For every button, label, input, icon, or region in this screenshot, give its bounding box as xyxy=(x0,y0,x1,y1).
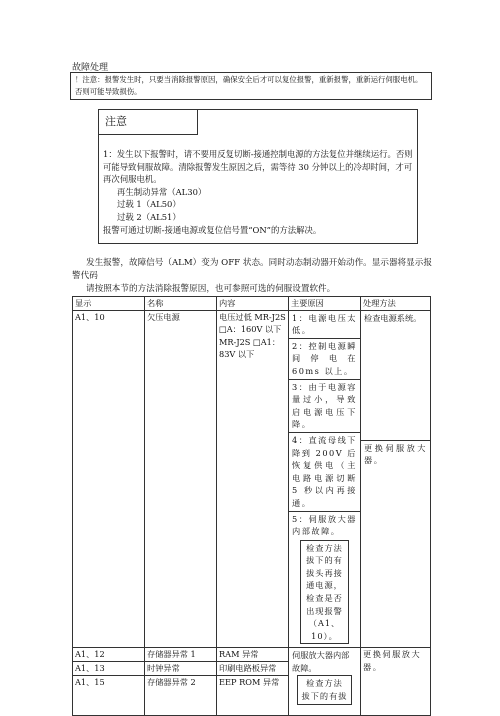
cause-cell xyxy=(289,310,361,648)
header-content: 内容 xyxy=(217,297,289,311)
content-cell: EEP ROM 异常 xyxy=(217,675,289,715)
notice-title: 注意 xyxy=(98,109,198,135)
warning-box xyxy=(70,72,432,100)
action-cell xyxy=(361,310,431,648)
section-title: 故障处理 xyxy=(72,63,109,73)
notice-item-al30: 再生制动异常（AL30） xyxy=(117,186,207,197)
notice-line-2: 报警可通过切断-接通电源或复位信号置“ON”的方法解决。 xyxy=(103,224,322,235)
group-check-method-box: 检查方法 拔下的有拔 xyxy=(297,675,352,704)
instruction-paragraph: 请按照本节的方法消除报警原因，也可参照可选的伺服设置软件。 xyxy=(86,284,336,294)
header-name: 名称 xyxy=(145,297,217,311)
name-cell: 存储器异常 1 xyxy=(145,648,217,662)
content-cell: 印刷电路板异常 xyxy=(217,662,289,676)
code-cell: A1、10 xyxy=(73,310,145,648)
content-cell: 电压过低 MR-J2S □A：160V 以下 MR-J2S □A1：83V 以下 xyxy=(217,310,289,648)
alarm-paragraph: 发生报警，故障信号（ALM）变为 OFF 状态。同时动态制动器开始动作。显示器将显示报警代码 xyxy=(72,258,432,281)
notice-item-al50: 过载 1（AL50） xyxy=(117,199,181,210)
header-cause: 主要原因 xyxy=(289,297,361,311)
content-cell: RAM 异常 xyxy=(217,648,289,662)
cause-item-5 xyxy=(289,512,360,648)
notice-item-al51: 过载 2（AL51） xyxy=(117,211,181,222)
cause-item: 4：直流母线下降到 200V 后恢复供电（主电路电源切断 5 秒以内再接通。 xyxy=(289,433,360,512)
name-cell: 存储器异常 2 xyxy=(145,675,217,715)
header-display: 显示 xyxy=(73,297,145,311)
table-row xyxy=(73,310,431,648)
action-replace-amp: 更换伺服放大器。 xyxy=(364,442,427,466)
warning-text: ！注意：报警发生时，只要当消除报警原因，确保安全后才可以复位报警，重新报警，重新运行伺服电机。否则可能导致损伤。 xyxy=(75,75,423,96)
cause-item-text: 5：伺服放大器内部故障。 xyxy=(292,513,357,537)
name-cell: 欠压电源 xyxy=(145,310,217,648)
action-check-power: 检查电源系统。 xyxy=(361,311,430,441)
code-cell: A1、13 xyxy=(73,662,145,676)
cause-item: 1：电源电压太低。 xyxy=(289,311,360,339)
notice-body xyxy=(103,148,415,236)
table-header-row xyxy=(73,297,431,311)
name-cell: 时钟异常 xyxy=(145,662,217,676)
group-cause-text: 伺服放大器内部故障。 xyxy=(292,650,350,674)
cause-item: 2：控制电源瞬间停电在 60ms 以上。 xyxy=(289,339,360,380)
code-cell: A1、12 xyxy=(73,648,145,662)
alarm-code-table xyxy=(72,296,431,716)
table-row xyxy=(73,648,431,662)
cause-item: 3：由于电源容量过小，导致启电源电压下降。 xyxy=(289,380,360,433)
header-action: 处理方法 xyxy=(361,297,431,311)
group-cause-cell xyxy=(289,648,361,715)
check-method-box: 检查方法 拔下的有拔头再接通电源，检查是否出现报警（A1、10）。 xyxy=(300,540,349,645)
notice-line-1: 1：发生以下报警时，请不要用反复切断-接通控制电源的方法复位并继续运行。否则可能导致伺服故障。清除报警发生原因之后，需等待 30 分钟以上的冷却时间，才可再次伺服电机。 xyxy=(103,149,413,185)
group-action-cell: 更换伺服放大器。 xyxy=(361,648,431,715)
code-cell: A1、15 xyxy=(73,675,145,715)
